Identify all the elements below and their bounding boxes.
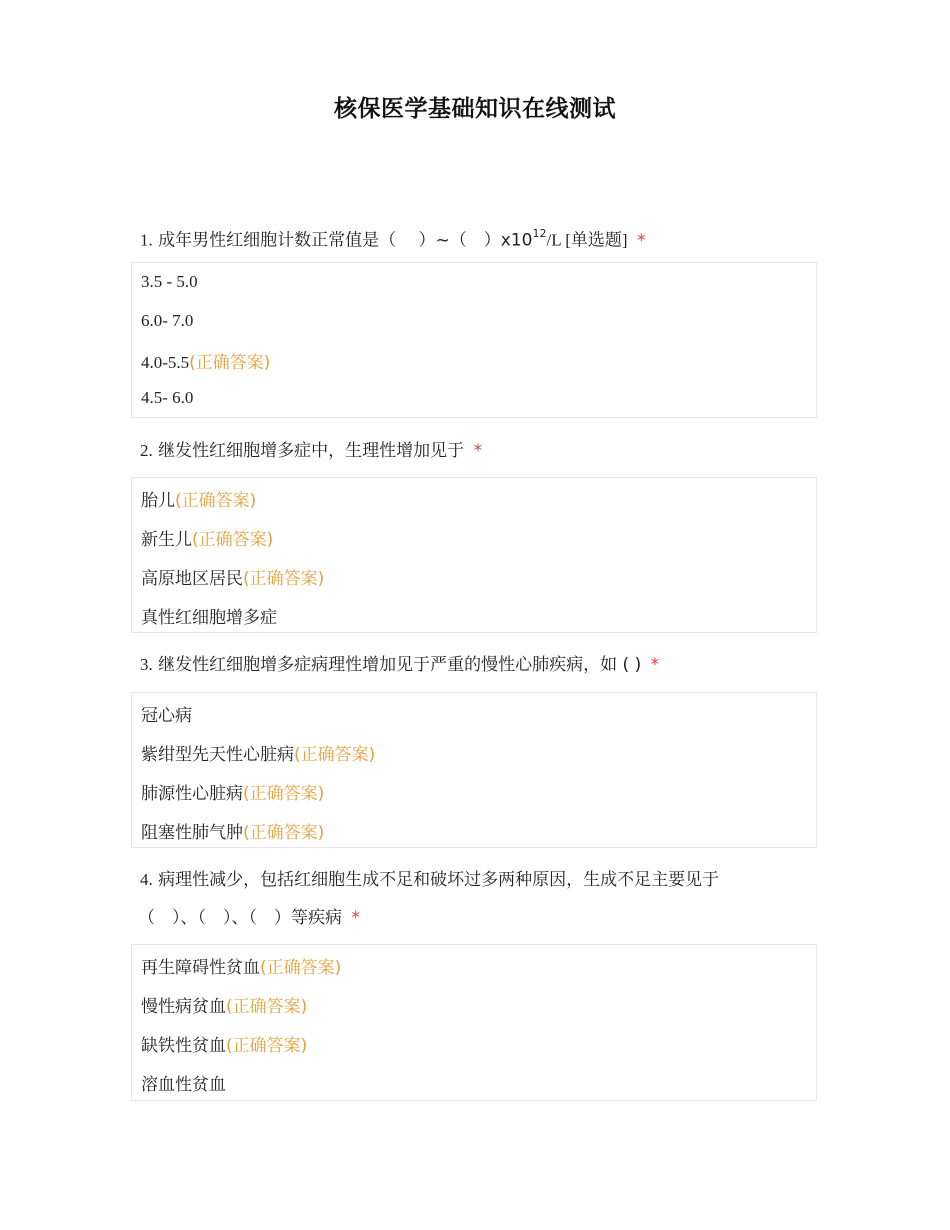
question-number: 1. bbox=[140, 230, 153, 250]
option-label: 紫绀型先天性心脏病 bbox=[141, 745, 294, 765]
question-line-2 bbox=[138, 899, 800, 937]
option-label: 肺源性心脏病 bbox=[141, 784, 243, 804]
option-label: 4.5- 6.0 bbox=[141, 388, 194, 407]
option-q1-c[interactable] bbox=[141, 348, 270, 373]
option-q1-d[interactable] bbox=[141, 388, 193, 408]
question-text-continued: （ ）、（ ）、（ ）等疾病 bbox=[138, 908, 342, 928]
question-3 bbox=[140, 646, 800, 684]
question-text-tail: /L [单选题] bbox=[546, 230, 628, 250]
option-label: 缺铁性贫血 bbox=[141, 1036, 226, 1056]
required-mark: * bbox=[636, 230, 646, 251]
correct-answer-tag: (正确答案) bbox=[260, 958, 342, 978]
option-label: 冠心病 bbox=[141, 706, 192, 726]
question-number: 2. bbox=[140, 441, 153, 460]
options-group-4 bbox=[131, 944, 817, 1101]
required-mark: * bbox=[473, 441, 483, 461]
option-q3-c[interactable] bbox=[141, 779, 324, 804]
option-label: 4.0-5.5 bbox=[141, 353, 190, 372]
question-text: 继发性红细胞增多症中，生理性增加见于 bbox=[158, 441, 465, 461]
option-q2-a[interactable] bbox=[141, 486, 256, 511]
option-label: 真性红细胞增多症 bbox=[141, 608, 277, 628]
option-label: 阻塞性肺气肿 bbox=[141, 823, 243, 843]
question-line-1 bbox=[140, 861, 800, 899]
question-4 bbox=[140, 861, 800, 937]
correct-answer-tag: (正确答案) bbox=[243, 823, 325, 843]
correct-answer-tag: (正确答案) bbox=[243, 784, 325, 804]
question-number: 4. bbox=[140, 870, 153, 889]
option-label: 高原地区居民 bbox=[141, 569, 243, 589]
page-title: 核保医学基础知识在线测试 bbox=[334, 96, 616, 122]
option-q4-a[interactable] bbox=[141, 953, 341, 978]
option-label: 再生障碍性贫血 bbox=[141, 958, 260, 978]
option-q4-b[interactable] bbox=[141, 992, 307, 1017]
question-1 bbox=[140, 217, 800, 260]
question-text: 病理性减少，包括红细胞生成不足和破坏过多两种原因，生成不足主要见于 bbox=[158, 870, 720, 890]
required-mark: * bbox=[650, 655, 660, 675]
question-number: 3. bbox=[140, 655, 153, 674]
question-text: 成年男性红细胞计数正常值是（ ）~（ ）x10 bbox=[158, 230, 533, 251]
correct-answer-tag: (正确答案) bbox=[226, 997, 308, 1017]
option-label: 慢性病贫血 bbox=[141, 997, 226, 1017]
options-group-2 bbox=[131, 477, 817, 633]
option-q1-a[interactable] bbox=[141, 272, 198, 292]
option-q3-d[interactable] bbox=[141, 818, 324, 843]
correct-answer-tag: (正确答案) bbox=[175, 491, 257, 511]
option-q3-a[interactable] bbox=[141, 701, 192, 726]
option-q2-d[interactable] bbox=[141, 603, 277, 628]
option-label: 胎儿 bbox=[141, 491, 175, 511]
correct-answer-tag: (正确答案) bbox=[192, 530, 274, 550]
correct-answer-tag: (正确答案) bbox=[243, 569, 325, 589]
options-group-1 bbox=[131, 262, 817, 418]
option-q3-b[interactable] bbox=[141, 740, 375, 765]
options-group-3 bbox=[131, 692, 817, 848]
option-label: 新生儿 bbox=[141, 530, 192, 550]
option-label: 溶血性贫血 bbox=[141, 1075, 226, 1095]
required-mark: * bbox=[351, 908, 360, 928]
option-label: 6.0- 7.0 bbox=[141, 311, 194, 330]
option-q1-b[interactable] bbox=[141, 311, 193, 331]
correct-answer-tag: (正确答案) bbox=[226, 1036, 308, 1056]
option-q2-c[interactable] bbox=[141, 564, 324, 589]
correct-answer-tag: (正确答案) bbox=[189, 353, 271, 373]
correct-answer-tag: (正确答案) bbox=[294, 745, 376, 765]
question-superscript: 12 bbox=[532, 227, 547, 240]
option-q4-c[interactable] bbox=[141, 1031, 307, 1056]
option-q4-d[interactable] bbox=[141, 1070, 226, 1095]
question-text: 继发性红细胞增多症病理性增加见于严重的慢性心肺疾病，如 ( ) bbox=[158, 655, 642, 675]
option-label: 3.5 - 5.0 bbox=[141, 272, 198, 291]
option-q2-b[interactable] bbox=[141, 525, 273, 550]
question-2 bbox=[140, 432, 800, 470]
